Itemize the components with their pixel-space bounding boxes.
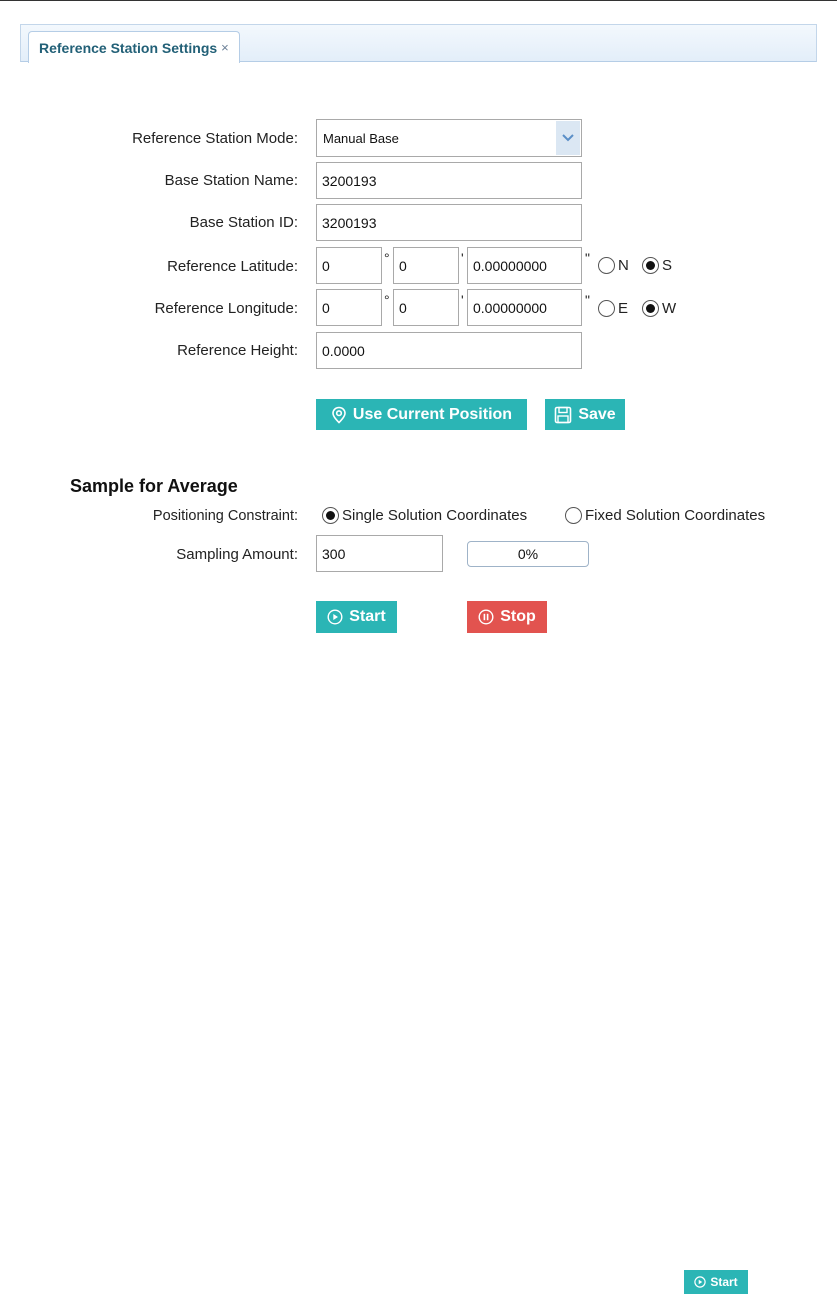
start-button-small[interactable]	[684, 1270, 748, 1294]
radio-circle[interactable]	[598, 300, 615, 317]
tab-label: Reference Station Settings	[39, 39, 218, 56]
tab-reference-station-settings[interactable]	[28, 31, 240, 63]
top-rule	[0, 0, 837, 1]
sampling-amount-input[interactable]	[316, 535, 443, 572]
mode-select[interactable]	[316, 119, 582, 157]
stop-label: Stop	[500, 608, 536, 625]
radio-label: Fixed Solution Coordinates	[585, 507, 766, 524]
mode-select-value: Manual Base	[323, 131, 399, 146]
chevron-down-icon[interactable]	[556, 121, 580, 155]
start-label: Start	[349, 608, 386, 625]
degree-unit: °	[384, 250, 390, 266]
sampling-amount-label: Sampling Amount:	[176, 546, 298, 563]
use-current-position-button[interactable]	[316, 399, 527, 430]
radio-label: W	[662, 300, 677, 317]
progress-text: 0%	[517, 546, 539, 562]
latitude-radio-s[interactable]	[642, 257, 672, 274]
positioning-constraint-label: Positioning Constraint:	[152, 508, 298, 524]
longitude-minutes-input[interactable]	[393, 289, 459, 326]
height-label: Reference Height:	[177, 342, 298, 359]
latitude-minutes-input[interactable]	[393, 247, 459, 284]
play-circle-icon	[327, 609, 343, 625]
radio-circle-checked[interactable]	[322, 507, 339, 524]
id-label: Base Station ID:	[189, 214, 298, 231]
use-current-position-label: Use Current Position	[352, 405, 513, 423]
minute-unit: '	[461, 250, 464, 266]
floppy-disk-icon	[554, 406, 572, 424]
start-small-label: Start	[710, 1275, 738, 1289]
reference-height-input[interactable]	[316, 332, 582, 369]
base-station-name-input[interactable]	[316, 162, 582, 199]
constraint-radio-fixed[interactable]	[565, 507, 765, 524]
second-unit: "	[585, 292, 590, 308]
radio-label: N	[618, 257, 629, 274]
pause-circle-icon	[478, 609, 494, 625]
radio-label: S	[662, 257, 673, 274]
location-pin-icon	[331, 406, 347, 424]
name-label: Base Station Name:	[164, 172, 298, 189]
close-icon[interactable]: ×	[221, 40, 229, 55]
latitude-seconds-input[interactable]	[467, 247, 582, 284]
radio-circle[interactable]	[565, 507, 582, 524]
save-button[interactable]	[545, 399, 625, 430]
radio-circle[interactable]	[598, 257, 615, 274]
minute-unit: '	[461, 292, 464, 308]
radio-circle-checked[interactable]	[642, 300, 659, 317]
longitude-radio-w[interactable]	[642, 300, 676, 317]
base-station-id-input[interactable]	[316, 204, 582, 241]
longitude-degrees-input[interactable]	[316, 289, 382, 326]
sample-section-title: Sample for Average	[70, 476, 238, 496]
radio-label: E	[618, 300, 629, 317]
mode-label: Reference Station Mode:	[132, 130, 298, 147]
save-label: Save	[578, 405, 616, 423]
degree-unit: °	[384, 292, 390, 308]
longitude-seconds-input[interactable]	[467, 289, 582, 326]
constraint-radio-single[interactable]	[322, 507, 527, 524]
latitude-label: Reference Latitude:	[167, 258, 298, 275]
latitude-degrees-input[interactable]	[316, 247, 382, 284]
longitude-radio-e[interactable]	[598, 300, 628, 317]
tab-bar	[20, 24, 817, 62]
second-unit: "	[585, 250, 590, 266]
play-circle-icon	[694, 1276, 706, 1288]
longitude-label: Reference Longitude:	[154, 300, 298, 317]
radio-label: Single Solution Coordinates	[342, 507, 528, 524]
sampling-progress-bar	[467, 541, 589, 567]
start-button[interactable]	[316, 601, 397, 633]
latitude-radio-n[interactable]	[598, 257, 629, 274]
radio-circle-checked[interactable]	[642, 257, 659, 274]
stop-button[interactable]	[467, 601, 547, 633]
